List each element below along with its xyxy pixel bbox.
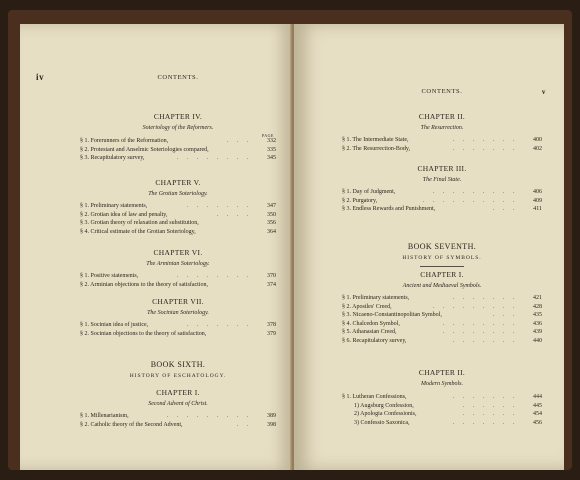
- chapter-heading: CHAPTER II.: [418, 112, 466, 121]
- toc-entry: § 2. Arminian objections to the theory of satisfaction, 374: [80, 281, 276, 288]
- toc-subentry: 3) Confessio Saxonica, . . . . . . . 456: [354, 419, 542, 426]
- toc-entry: § 2. Protestant and Anselmic Soteriologies compared, 335: [80, 146, 276, 153]
- chapter-heading: CHAPTER III.: [417, 164, 467, 173]
- chapter-iii-section: [342, 164, 542, 214]
- toc-subentry: 2) Apologia Confessionis, . . . . . . 454: [354, 411, 542, 418]
- book-heading: BOOK SIXTH.: [150, 360, 206, 369]
- chapter-vii-section: [80, 297, 276, 338]
- toc-entry: § 2. Grotian idea of law and penalty, . . . . 350: [80, 211, 276, 218]
- toc-entry: § 1. Forerunners of the Reformation, . . . 332: [80, 138, 276, 144]
- toc-entry: § 1. Millenarianism, . . . . . . . . . 389: [80, 413, 276, 419]
- toc-entry: § 2. Socinian objections to the theory of satisfaction, 379: [80, 330, 276, 337]
- chapter-subtitle: The Arminian Soteriology.: [146, 261, 210, 267]
- toc-entry: § 2. Apostles' Creed, . . . . . . . . . 428: [342, 303, 542, 310]
- book-spread: [8, 10, 572, 470]
- toc-entry: § 4. Chalcedon Symbol, . . . . . . . . 436: [342, 320, 542, 327]
- chapter-ii-symbols-section: [342, 368, 542, 427]
- divider: [420, 266, 464, 267]
- toc-entry: § 1. Preliminary statements, . . . . . . . 347: [80, 203, 276, 209]
- chapter-heading: CHAPTER VI.: [153, 248, 203, 257]
- toc-entry: § 3. Grotian theory of relaxation and substitution, 356: [80, 220, 276, 227]
- page-number: iv: [36, 72, 45, 82]
- toc-entry: § 1. Socinian idea of justice, . . . . . . . 378: [80, 322, 276, 328]
- chapter-subtitle: Second Advent of Christ.: [148, 401, 208, 407]
- chapter-heading: CHAPTER V.: [155, 178, 201, 187]
- chapter-ii-section: [342, 112, 542, 153]
- toc-entry: § 3. Endless Rewards and Punishment, . . . 411: [342, 206, 542, 213]
- toc-entry: § 2. Purgatory, . . . . . . . . . . 409: [342, 197, 542, 204]
- chapter-subtitle: Modern Symbols.: [421, 381, 463, 387]
- book-seventh-section: [342, 242, 542, 267]
- running-title: CONTENTS.: [421, 88, 463, 95]
- chapter-v-section: [80, 178, 276, 236]
- book-subtitle: HISTORY OF SYMBOLS.: [402, 255, 482, 261]
- toc-entry: § 5. Athanasian Creed, . . . . . . . . 439: [342, 329, 542, 336]
- toc-entry: § 1. Day of Judgment, . . . . . . . . . 406: [342, 189, 542, 195]
- toc-entry: § 1. The Intermediate State, . . . . . . . 400: [342, 137, 542, 143]
- toc-entry: § 1. Positive statements, . . . . . . . . 370: [80, 273, 276, 279]
- toc-entry: § 1. Lutheran Confessions, . . . . . . . 444: [342, 394, 542, 400]
- toc-entry: § 6. Recapitulatory survey, . . . . . . . 440: [342, 337, 542, 344]
- toc-entry: § 1. Preliminary statements, . . . . . . . 421: [342, 295, 542, 301]
- chapter-subtitle: The Final State.: [422, 177, 462, 183]
- chapter-heading: CHAPTER I.: [420, 270, 464, 279]
- chapter-subtitle: The Socinian Soteriology.: [147, 310, 209, 316]
- chapter-heading: CHAPTER II.: [418, 368, 466, 377]
- chapter-heading: CHAPTER IV.: [153, 112, 203, 121]
- page-column-label: PAGE: [261, 133, 274, 138]
- chapter-heading: CHAPTER I.: [156, 388, 200, 397]
- chapter-iv-section: [80, 112, 276, 163]
- book-subtitle: HISTORY OF ESCHATOLOGY.: [129, 373, 227, 379]
- right-running-head: [342, 88, 546, 100]
- chapter-heading: CHAPTER VII.: [152, 297, 204, 306]
- chapter-subtitle: The Grotian Soteriology.: [148, 191, 208, 197]
- toc-entry: § 2. The Resurrection-Body, . . . . . . . 402: [342, 145, 542, 152]
- left-running-head: [36, 72, 276, 86]
- chapter-i-symbols-section: [342, 270, 542, 346]
- right-page: [294, 24, 564, 470]
- page-number: v: [541, 88, 546, 96]
- chapter-subtitle: Soteriology of the Reformers.: [142, 125, 214, 131]
- toc-entry: § 4. Critical estimate of the Grotian Soteriology, 364: [80, 228, 276, 235]
- toc-entry: § 2. Catholic theory of the Second Advent, . . 398: [80, 421, 276, 428]
- toc-entry: § 3. Nicaeno-Constantinopolitan Symbol, . . . 435: [342, 312, 542, 319]
- running-title: CONTENTS.: [157, 74, 199, 81]
- toc-entry: § 3. Recapitulatory survey, . . . . . . . . 345: [80, 155, 276, 162]
- book-sixth-section: [80, 360, 276, 379]
- chapter-i-section: [80, 388, 276, 429]
- chapter-subtitle: The Resurrection.: [420, 125, 464, 131]
- left-page: [20, 24, 292, 470]
- book-heading: BOOK SEVENTH.: [407, 242, 477, 251]
- chapter-vi-section: [80, 248, 276, 289]
- toc-subentry: 1) Augsburg Confession, . . . . . . 445: [354, 402, 542, 409]
- chapter-subtitle: Ancient and Mediaeval Symbols.: [402, 283, 482, 289]
